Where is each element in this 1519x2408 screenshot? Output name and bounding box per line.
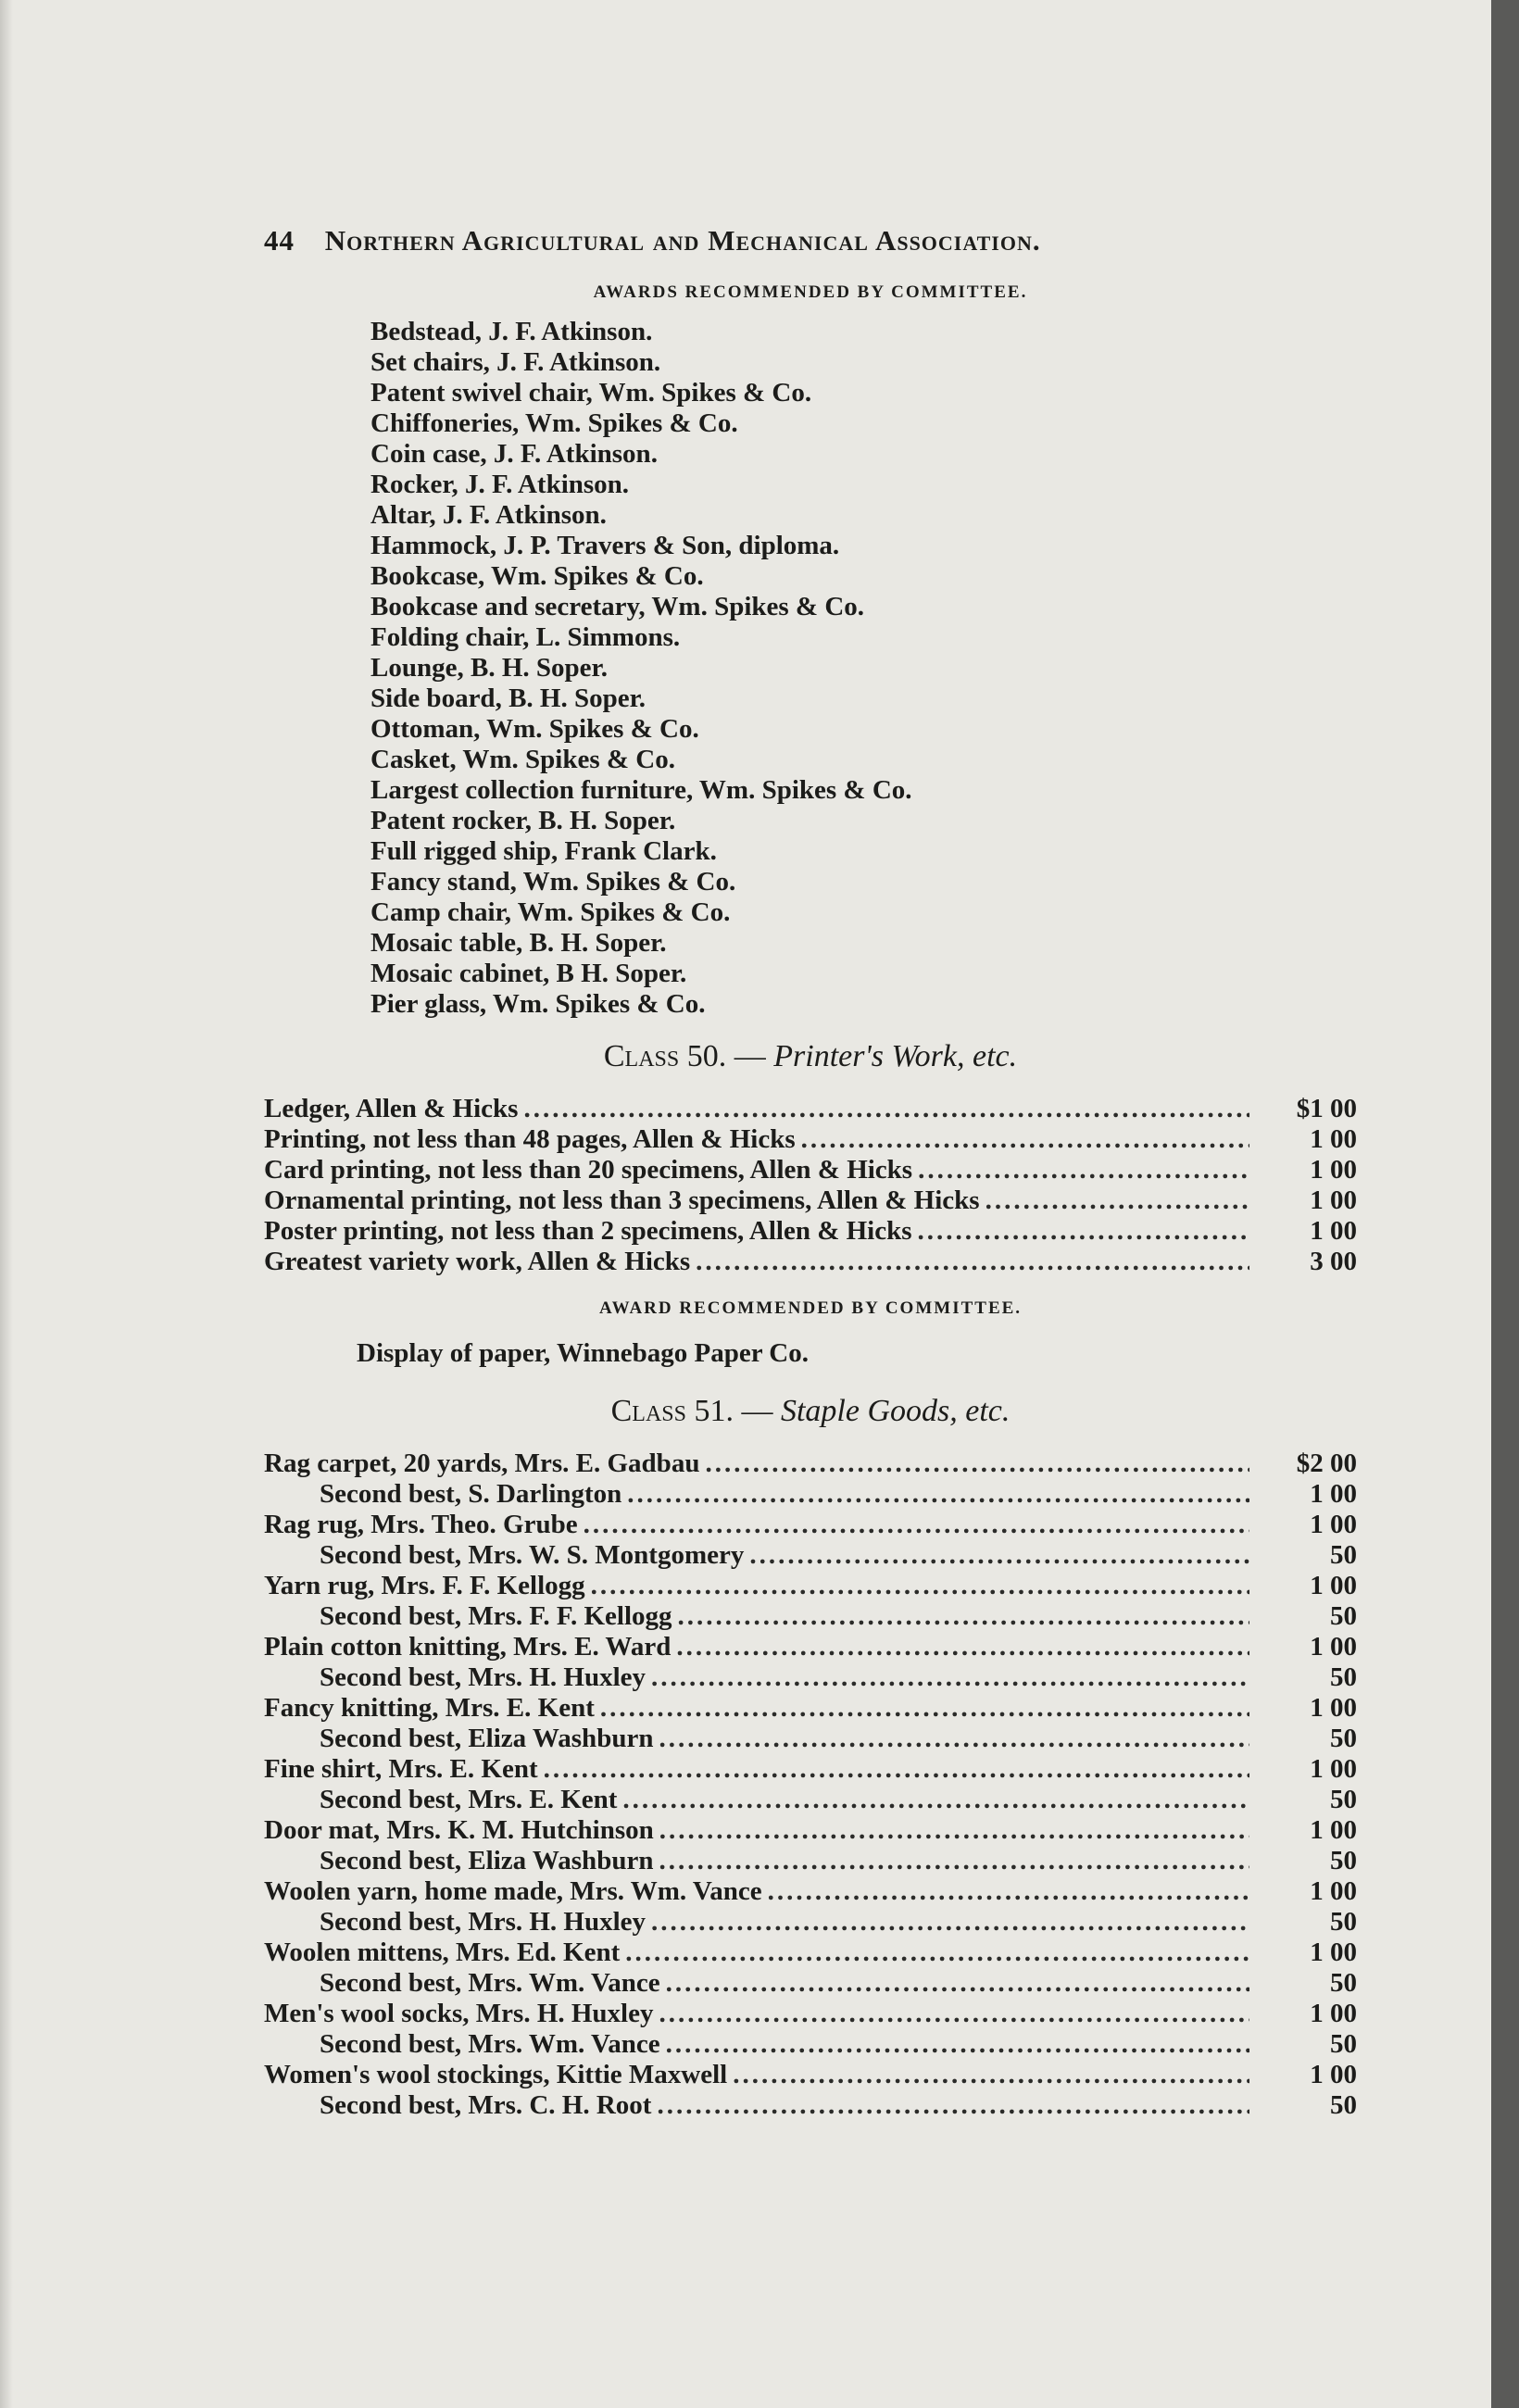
leader-dots bbox=[657, 2090, 1249, 2121]
row-amount: 1 00 bbox=[1310, 1185, 1357, 1215]
row-amount: 3 00 bbox=[1310, 1247, 1357, 1276]
row-amount: 50 bbox=[1330, 1601, 1357, 1631]
leader-dots bbox=[918, 1216, 1249, 1247]
row-amount: 1 00 bbox=[1310, 1876, 1357, 1906]
table-row bbox=[264, 1876, 1357, 1907]
row-label: Fine shirt, Mrs. E. Kent bbox=[264, 1754, 538, 1784]
row-amount: 1 00 bbox=[1310, 1479, 1357, 1509]
table-row bbox=[264, 1724, 1357, 1754]
leader-dots bbox=[523, 1094, 1249, 1124]
row-amount: 1 00 bbox=[1310, 1571, 1357, 1600]
leader-dots bbox=[666, 1968, 1249, 1999]
row-amount: 1 00 bbox=[1310, 2060, 1357, 2089]
row-label: Rag carpet, 20 yards, Mrs. E. Gadbau bbox=[264, 1449, 700, 1478]
leader-dots bbox=[678, 1601, 1250, 1632]
table-row bbox=[264, 1185, 1357, 1216]
table-row bbox=[264, 1449, 1357, 1479]
table-row bbox=[264, 1247, 1357, 1277]
table-row bbox=[264, 1907, 1357, 1938]
running-head-title: Northern Agricultural and Mechanical Association. bbox=[324, 224, 1041, 257]
row-label: Woolen mittens, Mrs. Ed. Kent bbox=[264, 1938, 621, 1967]
leader-dots bbox=[651, 1907, 1249, 1938]
row-label: Second best, Eliza Washburn bbox=[320, 1724, 654, 1753]
table-row bbox=[264, 2029, 1357, 2060]
row-label: Yarn rug, Mrs. F. F. Kellogg bbox=[264, 1571, 585, 1600]
list-item: Coin case, J. F. Atkinson. bbox=[370, 439, 658, 469]
row-amount: 50 bbox=[1330, 1846, 1357, 1875]
table-row bbox=[264, 1632, 1357, 1662]
table-row bbox=[264, 1479, 1357, 1510]
page-number: 44 bbox=[264, 224, 295, 257]
leader-dots bbox=[768, 1876, 1249, 1907]
leader-dots bbox=[696, 1247, 1249, 1277]
list-item: Patent rocker, B. H. Soper. bbox=[370, 806, 676, 835]
row-label: Greatest variety work, Allen & Hicks bbox=[264, 1247, 691, 1276]
leader-dots bbox=[985, 1185, 1249, 1216]
class-50-label: Class 50. — bbox=[603, 1039, 766, 1073]
leader-dots bbox=[659, 1724, 1249, 1754]
leader-dots bbox=[659, 1815, 1249, 1846]
row-label: Second best, Mrs. Wm. Vance bbox=[320, 1968, 660, 1998]
row-amount: 50 bbox=[1330, 1907, 1357, 1937]
row-label: Woolen yarn, home made, Mrs. Wm. Vance bbox=[264, 1876, 762, 1906]
row-label: Fancy knitting, Mrs. E. Kent bbox=[264, 1693, 595, 1723]
row-label: Second best, Mrs. W. S. Montgomery bbox=[320, 1540, 745, 1570]
list-item: Full rigged ship, Frank Clark. bbox=[370, 836, 717, 866]
class-51-title: Staple Goods, etc. bbox=[780, 1394, 1011, 1428]
leader-dots bbox=[600, 1693, 1249, 1724]
row-label: Poster printing, not less than 2 specimens, Allen & Hicks bbox=[264, 1216, 912, 1246]
table-row bbox=[264, 1540, 1357, 1571]
list-item: Hammock, J. P. Travers & Son, diploma. bbox=[370, 531, 840, 560]
leader-dots bbox=[733, 2060, 1249, 2090]
list-item: Bookcase and secretary, Wm. Spikes & Co. bbox=[370, 592, 865, 621]
list-item: Casket, Wm. Spikes & Co. bbox=[370, 745, 675, 774]
row-label: Second best, Mrs. Wm. Vance bbox=[320, 2029, 660, 2059]
table-row bbox=[264, 1124, 1357, 1155]
leader-dots bbox=[659, 1999, 1250, 2029]
table-row bbox=[264, 1571, 1357, 1601]
leader-dots bbox=[625, 1938, 1249, 1968]
list-item: Altar, J. F. Atkinson. bbox=[370, 500, 607, 530]
leader-dots bbox=[651, 1662, 1249, 1693]
list-item: Fancy stand, Wm. Spikes & Co. bbox=[370, 867, 736, 897]
row-label: Second best, Mrs. H. Huxley bbox=[320, 1907, 647, 1937]
leader-dots bbox=[749, 1540, 1249, 1571]
leader-dots bbox=[544, 1754, 1249, 1785]
list-item: Patent swivel chair, Wm. Spikes & Co. bbox=[370, 378, 812, 408]
row-label: Second best, Mrs. H. Huxley bbox=[320, 1662, 647, 1692]
row-amount: $1 00 bbox=[1296, 1094, 1357, 1123]
leader-dots bbox=[584, 1510, 1249, 1540]
awards-heading: AWARDS RECOMMENDED BY COMMITTEE. bbox=[593, 282, 1028, 302]
table-row bbox=[264, 1094, 1357, 1124]
leader-dots bbox=[918, 1155, 1249, 1185]
list-item: Mosaic cabinet, B H. Soper. bbox=[370, 959, 687, 988]
row-label: Ornamental printing, not less than 3 specimens, Allen & Hicks bbox=[264, 1185, 980, 1215]
table-row bbox=[264, 1846, 1357, 1876]
class-51-table bbox=[264, 1449, 1357, 2121]
list-item: Chiffoneries, Wm. Spikes & Co. bbox=[370, 408, 738, 438]
table-row bbox=[264, 1662, 1357, 1693]
award-item: Display of paper, Winnebago Paper Co. bbox=[357, 1338, 809, 1368]
row-amount: 1 00 bbox=[1310, 1510, 1357, 1539]
row-amount: 1 00 bbox=[1310, 1754, 1357, 1784]
row-label: Rag rug, Mrs. Theo. Grube bbox=[264, 1510, 578, 1539]
list-item: Largest collection furniture, Wm. Spikes & Co. bbox=[370, 775, 912, 805]
list-item: Ottoman, Wm. Spikes & Co. bbox=[370, 714, 699, 744]
row-label: Women's wool stockings, Kittie Maxwell bbox=[264, 2060, 728, 2089]
table-row bbox=[264, 1938, 1357, 1968]
table-row bbox=[264, 1968, 1357, 1999]
row-label: Men's wool socks, Mrs. H. Huxley bbox=[264, 1999, 654, 2028]
leader-dots bbox=[801, 1124, 1249, 1155]
class-50-title: Printer's Work, etc. bbox=[773, 1039, 1018, 1073]
table-row bbox=[264, 1999, 1357, 2029]
list-item: Set chairs, J. F. Atkinson. bbox=[370, 347, 661, 377]
row-amount: 50 bbox=[1330, 1968, 1357, 1998]
list-item: Side board, B. H. Soper. bbox=[370, 684, 647, 713]
row-label: Ledger, Allen & Hicks bbox=[264, 1094, 519, 1123]
list-item: Rocker, J. F. Atkinson. bbox=[370, 470, 630, 499]
row-label: Second best, Mrs. E. Kent bbox=[320, 1785, 618, 1814]
class-51-label: Class 51. — bbox=[610, 1394, 773, 1428]
row-amount: 1 00 bbox=[1310, 1155, 1357, 1185]
list-item: Bookcase, Wm. Spikes & Co. bbox=[370, 561, 704, 591]
leader-dots bbox=[622, 1785, 1249, 1815]
table-row bbox=[264, 1510, 1357, 1540]
row-label: Printing, not less than 48 pages, Allen & Hicks bbox=[264, 1124, 796, 1154]
table-row bbox=[264, 1216, 1357, 1247]
class-51-heading bbox=[264, 1374, 1357, 1449]
table-row bbox=[264, 2090, 1357, 2121]
class-50-table bbox=[264, 1094, 1357, 1277]
row-amount: 1 00 bbox=[1310, 1632, 1357, 1662]
row-amount: 1 00 bbox=[1310, 1815, 1357, 1845]
row-amount: $2 00 bbox=[1296, 1449, 1357, 1478]
row-amount: 50 bbox=[1330, 1540, 1357, 1570]
table-row bbox=[264, 1601, 1357, 1632]
list-item: Camp chair, Wm. Spikes & Co. bbox=[370, 897, 731, 927]
row-amount: 50 bbox=[1330, 1662, 1357, 1692]
row-amount: 50 bbox=[1330, 1785, 1357, 1814]
row-amount: 1 00 bbox=[1310, 1999, 1357, 2028]
leader-dots bbox=[659, 1846, 1249, 1876]
row-amount: 50 bbox=[1330, 2090, 1357, 2120]
row-label: Second best, Mrs. C. H. Root bbox=[320, 2090, 652, 2120]
leader-dots bbox=[591, 1571, 1249, 1601]
row-label: Plain cotton knitting, Mrs. E. Ward bbox=[264, 1632, 672, 1662]
leader-dots bbox=[666, 2029, 1249, 2060]
table-row bbox=[264, 1815, 1357, 1846]
row-label: Second best, Eliza Washburn bbox=[320, 1846, 654, 1875]
awards-list bbox=[264, 317, 1357, 1020]
row-amount: 1 00 bbox=[1310, 1216, 1357, 1246]
list-item: Folding chair, L. Simmons. bbox=[370, 622, 681, 652]
running-head bbox=[264, 213, 1357, 269]
row-label: Second best, S. Darlington bbox=[320, 1479, 622, 1509]
row-amount: 50 bbox=[1330, 1724, 1357, 1753]
row-label: Door mat, Mrs. K. M. Hutchinson bbox=[264, 1815, 654, 1845]
row-amount: 1 00 bbox=[1310, 1124, 1357, 1154]
row-amount: 50 bbox=[1330, 2029, 1357, 2059]
page-edge-shadow bbox=[0, 0, 13, 2408]
leader-dots bbox=[627, 1479, 1249, 1510]
list-item: Mosaic table, B. H. Soper. bbox=[370, 928, 667, 958]
page-content bbox=[264, 213, 1357, 2121]
row-amount: 1 00 bbox=[1310, 1938, 1357, 1967]
list-item: Lounge, B. H. Soper. bbox=[370, 653, 608, 683]
award-heading: AWARD RECOMMENDED BY COMMITTEE. bbox=[598, 1298, 1023, 1318]
list-item: Bedstead, J. F. Atkinson. bbox=[370, 317, 653, 346]
leader-dots bbox=[676, 1632, 1249, 1662]
row-label: Card printing, not less than 20 specimens, Allen & Hicks bbox=[264, 1155, 913, 1185]
table-row bbox=[264, 1754, 1357, 1785]
leader-dots bbox=[705, 1449, 1249, 1479]
class-50-heading bbox=[264, 1020, 1357, 1094]
table-row bbox=[264, 1693, 1357, 1724]
row-label: Second best, Mrs. F. F. Kellogg bbox=[320, 1601, 672, 1631]
row-amount: 1 00 bbox=[1310, 1693, 1357, 1723]
table-row bbox=[264, 1785, 1357, 1815]
list-item: Pier glass, Wm. Spikes & Co. bbox=[370, 989, 706, 1019]
table-row bbox=[264, 2060, 1357, 2090]
table-row bbox=[264, 1155, 1357, 1185]
